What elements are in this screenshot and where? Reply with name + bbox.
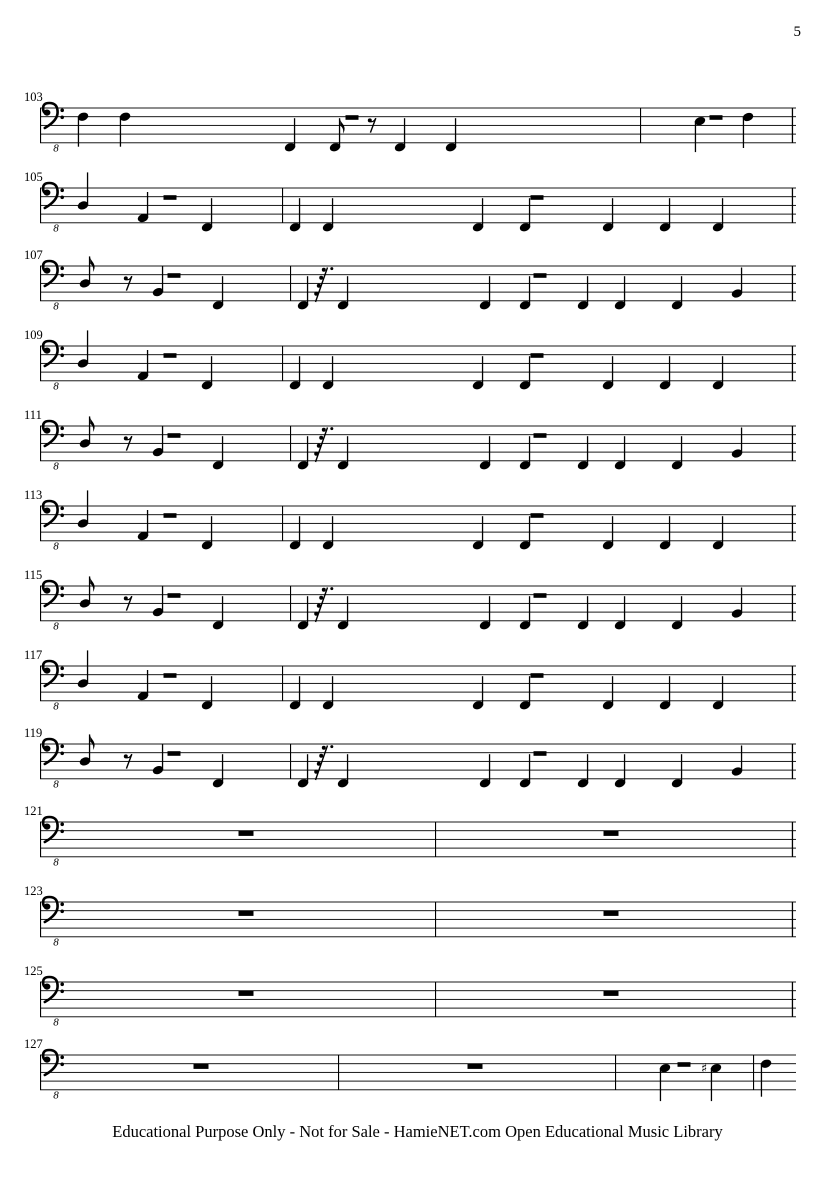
staff-line: [40, 346, 796, 347]
quarter-note: [201, 198, 214, 233]
staff-system-109: [24, 328, 796, 393]
quarter-note: [77, 650, 90, 689]
barline: [792, 666, 793, 701]
octave-8-label: 8: [53, 1016, 59, 1029]
octave-8-label: 8: [53, 460, 59, 473]
staff-line: [40, 902, 796, 903]
octave-8-label: 8: [53, 620, 59, 633]
measure-number: 113: [24, 488, 43, 502]
quarter-note: [337, 596, 350, 631]
staff-system-115: [24, 568, 796, 633]
staff-line: [40, 778, 796, 779]
quarter-note: [152, 426, 165, 458]
staff-line: [40, 434, 796, 435]
barline: [338, 1055, 339, 1090]
staff-line: [40, 300, 796, 301]
quarter-note: [614, 754, 627, 789]
quarter-note: [659, 1063, 672, 1102]
measure-number: 103: [24, 90, 43, 104]
quarter-note: [519, 596, 532, 631]
barline: [40, 108, 41, 143]
thirtysecond-rest: [314, 267, 333, 302]
staff-line: [40, 1081, 796, 1082]
quarter-note: [519, 356, 532, 391]
bass-clef-icon: [43, 897, 64, 922]
measure-number: 107: [24, 248, 43, 262]
staff-line: [40, 990, 796, 991]
staff-line: [40, 134, 796, 135]
quarter-note: [671, 754, 684, 789]
quarter-note: [519, 276, 532, 311]
quarter-note: [472, 356, 485, 391]
staff-line: [40, 848, 796, 849]
eighth-note: [79, 256, 95, 289]
quarter-note: [659, 198, 672, 233]
quarter-note: [602, 356, 615, 391]
staff-line: [40, 594, 796, 595]
page-number: 5: [793, 24, 801, 40]
quarter-note: [212, 276, 225, 311]
quarter-note: [152, 744, 165, 776]
quarter-note: [212, 754, 225, 789]
quarter-note: [712, 356, 725, 391]
quarter-note: [519, 198, 532, 233]
quarter-note: [212, 436, 225, 471]
staff-system-111: [24, 408, 796, 473]
quarter-note: [602, 516, 615, 551]
staff-system-107: [24, 248, 796, 313]
half-rest: [531, 353, 544, 358]
staff-system-121: [24, 804, 796, 869]
staff-line: [40, 372, 796, 373]
quarter-note: [337, 436, 350, 471]
barline: [792, 426, 793, 461]
barline: [282, 506, 283, 541]
staff-line: [40, 540, 796, 541]
quarter-note: [77, 490, 90, 529]
staff-system-119: [24, 726, 796, 791]
measure-number: 127: [24, 1037, 43, 1051]
quarter-note: [297, 436, 310, 471]
staff-line: [40, 532, 796, 533]
quarter-note: [297, 596, 310, 631]
measure-number: 123: [24, 884, 43, 898]
half-rest: [164, 353, 177, 358]
staff-line: [40, 380, 796, 381]
staff-line: [40, 363, 796, 364]
barline: [435, 822, 436, 857]
barline: [40, 346, 41, 381]
quarter-note: [614, 276, 627, 311]
sharp-icon: ♯: [700, 1061, 708, 1077]
barline: [615, 1055, 616, 1090]
staff-line: [40, 1089, 796, 1090]
barline: [40, 188, 41, 223]
eighth-note: [79, 576, 95, 609]
bass-clef-icon: [43, 501, 64, 526]
staff-line: [40, 460, 796, 461]
measure-number: 105: [24, 170, 43, 184]
staff-line: [40, 692, 796, 693]
half-rest: [531, 195, 544, 200]
staff-line: [40, 108, 796, 109]
quarter-note: [201, 516, 214, 551]
whole-rest: [604, 911, 619, 916]
quarter-note: [479, 436, 492, 471]
whole-rest: [604, 831, 619, 836]
staff-line: [40, 856, 796, 857]
quarter-note: [201, 676, 214, 711]
half-rest: [168, 273, 181, 278]
quarter-note: [289, 676, 302, 711]
measure-number: 121: [24, 804, 43, 818]
half-rest: [531, 673, 544, 678]
half-rest: [168, 433, 181, 438]
quarter-note: [284, 118, 297, 153]
barline: [753, 1055, 754, 1090]
barline: [40, 266, 41, 301]
staff-system-123: [24, 884, 796, 949]
barline: [290, 586, 291, 621]
quarter-note: [602, 676, 615, 711]
octave-8-label: 8: [53, 142, 59, 155]
quarter-note: [519, 676, 532, 711]
staff-line: [40, 700, 796, 701]
measure-number: 115: [24, 568, 43, 582]
quarter-note: [614, 596, 627, 631]
measure-number: 119: [24, 726, 43, 740]
staff-line: [40, 514, 796, 515]
barline: [640, 108, 641, 143]
barline: [792, 586, 793, 621]
half-rest: [710, 115, 723, 120]
barline: [792, 822, 793, 857]
half-rest: [534, 751, 547, 756]
staff-line: [40, 910, 796, 911]
staff-line: [40, 822, 796, 823]
footer-text: Educational Purpose Only - Not for Sale - HamieNET.com Open Educational Music Library: [112, 1122, 723, 1141]
barline: [792, 902, 793, 937]
barline: [282, 346, 283, 381]
whole-rest: [468, 1064, 483, 1069]
quarter-note: [394, 118, 407, 153]
staff-system-125: [24, 964, 796, 1029]
barline: [282, 188, 283, 223]
barline: [792, 506, 793, 541]
barline: [40, 1055, 41, 1090]
staff-line: [40, 222, 796, 223]
staff-line: [40, 142, 796, 143]
staff-line: [40, 1072, 796, 1073]
staff-line: [40, 1016, 796, 1017]
quarter-note: [289, 516, 302, 551]
octave-8-label: 8: [53, 222, 59, 235]
quarter-note: [519, 516, 532, 551]
barline: [290, 426, 291, 461]
quarter-note: [659, 516, 672, 551]
quarter-note: [479, 276, 492, 311]
half-rest: [164, 513, 177, 518]
barline: [40, 902, 41, 937]
measure-number: 109: [24, 328, 43, 342]
quarter-note: [712, 516, 725, 551]
staff-line: [40, 426, 796, 427]
quarter-note: [337, 276, 350, 311]
quarter-note: [577, 436, 590, 471]
staff-line: [40, 1055, 796, 1056]
quarter-note: [710, 1063, 723, 1102]
bass-clef-icon: [43, 103, 64, 128]
barline: [40, 982, 41, 1017]
staff-line: [40, 982, 796, 983]
half-rest: [534, 433, 547, 438]
staff-line: [40, 283, 796, 284]
octave-8-label: 8: [53, 1089, 59, 1102]
barline: [792, 108, 793, 143]
half-rest: [346, 115, 359, 120]
barline: [792, 188, 793, 223]
quarter-note: [322, 356, 335, 391]
bass-clef-icon: [43, 1050, 64, 1075]
staff-line: [40, 443, 796, 444]
quarter-note: [472, 516, 485, 551]
quarter-note: [152, 586, 165, 618]
barline: [290, 266, 291, 301]
whole-rest: [239, 991, 254, 996]
half-rest: [534, 593, 547, 598]
staff-line: [40, 1008, 796, 1009]
staff-line: [40, 620, 796, 621]
staff-line: [40, 116, 796, 117]
quarter-note: [479, 754, 492, 789]
quarter-note: [77, 111, 90, 147]
staff-line: [40, 274, 796, 275]
quarter-note: [577, 754, 590, 789]
octave-8-label: 8: [53, 856, 59, 869]
staff-line: [40, 761, 796, 762]
whole-rest: [239, 911, 254, 916]
barline: [40, 426, 41, 461]
staff-line: [40, 603, 796, 604]
half-rest: [531, 513, 544, 518]
octave-8-label: 8: [53, 778, 59, 791]
bass-clef-icon: [43, 977, 64, 1002]
bass-clef-icon: [43, 817, 64, 842]
barline: [435, 902, 436, 937]
quarter-note: [519, 436, 532, 471]
half-rest: [164, 195, 177, 200]
staff-line: [40, 586, 796, 587]
staff-line: [40, 196, 796, 197]
measure-number: 111: [24, 408, 42, 422]
thirtysecond-rest: [314, 587, 333, 622]
staff-line: [40, 125, 796, 126]
barline: [40, 744, 41, 779]
staff-line: [40, 666, 796, 667]
barline: [40, 822, 41, 857]
quarter-note: [297, 754, 310, 789]
octave-8-label: 8: [53, 936, 59, 949]
quarter-note: [212, 596, 225, 631]
quarter-note: [671, 276, 684, 311]
staff-line: [40, 674, 796, 675]
bass-clef-icon: [43, 421, 64, 446]
staff-line: [40, 928, 796, 929]
staff-system-105: [24, 170, 796, 235]
whole-rest: [194, 1064, 209, 1069]
staff-line: [40, 936, 796, 937]
half-rest: [678, 1062, 691, 1067]
quarter-note: [577, 596, 590, 631]
bass-clef-icon: [43, 261, 64, 286]
barline: [792, 346, 793, 381]
quarter-note: [289, 198, 302, 233]
staff-line: [40, 683, 796, 684]
quarter-note: [472, 676, 485, 711]
quarter-note: [577, 276, 590, 311]
half-rest: [164, 673, 177, 678]
staff-system-113: [24, 488, 796, 553]
quarter-note: [152, 266, 165, 298]
quarter-note: [322, 516, 335, 551]
octave-8-label: 8: [53, 540, 59, 553]
barline: [40, 506, 41, 541]
half-rest: [168, 593, 181, 598]
quarter-note: [614, 436, 627, 471]
staff-line: [40, 830, 796, 831]
quarter-note: [119, 111, 132, 147]
barline: [40, 586, 41, 621]
staff-line: [40, 919, 796, 920]
octave-8-label: 8: [53, 700, 59, 713]
staff-line: [40, 752, 796, 753]
quarter-note: [659, 676, 672, 711]
staff-system-103: [24, 90, 796, 155]
quarter-note: [659, 356, 672, 391]
staff-system-127: [24, 1037, 796, 1102]
octave-8-label: 8: [53, 300, 59, 313]
staff-line: [40, 744, 796, 745]
barline: [792, 982, 793, 1017]
staff-line: [40, 205, 796, 206]
quarter-note: [602, 198, 615, 233]
bass-clef-icon: [43, 183, 64, 208]
barline: [290, 744, 291, 779]
measure-number: 125: [24, 964, 43, 978]
barline: [282, 666, 283, 701]
quarter-note: [322, 198, 335, 233]
octave-8-label: 8: [53, 380, 59, 393]
barline: [40, 666, 41, 701]
quarter-note: [472, 198, 485, 233]
staff-line: [40, 839, 796, 840]
quarter-note: [671, 436, 684, 471]
eighth-note: [79, 416, 95, 449]
staff-line: [40, 266, 796, 267]
eighth-note: [79, 734, 95, 767]
staff-line: [40, 354, 796, 355]
thirtysecond-rest: [314, 745, 333, 780]
staff-line: [40, 214, 796, 215]
quarter-note: [289, 356, 302, 391]
quarter-note: [337, 754, 350, 789]
half-rest: [168, 751, 181, 756]
measure-number: 117: [24, 648, 43, 662]
quarter-note: [77, 172, 90, 211]
quarter-note: [297, 276, 310, 311]
barline: [792, 266, 793, 301]
quarter-note: [322, 676, 335, 711]
quarter-note: [712, 198, 725, 233]
staff-system-117: [24, 648, 796, 713]
staff-line: [40, 506, 796, 507]
bass-clef-icon: [43, 739, 64, 764]
thirtysecond-rest: [314, 427, 333, 462]
quarter-note: [479, 596, 492, 631]
quarter-note: [77, 330, 90, 369]
staff-line: [40, 523, 796, 524]
staff-line: [40, 999, 796, 1000]
whole-rest: [239, 831, 254, 836]
barline: [792, 744, 793, 779]
quarter-note: [201, 356, 214, 391]
quarter-note: [445, 118, 458, 153]
quarter-note: [760, 1058, 773, 1097]
half-rest: [534, 273, 547, 278]
barline: [435, 982, 436, 1017]
quarter-note: [712, 676, 725, 711]
bass-clef-icon: [43, 661, 64, 686]
eighth-note: [329, 118, 345, 153]
quarter-note: [519, 754, 532, 789]
bass-clef-icon: [43, 581, 64, 606]
staff-line: [40, 188, 796, 189]
whole-rest: [604, 991, 619, 996]
bass-clef-icon: [43, 341, 64, 366]
quarter-note: [671, 596, 684, 631]
